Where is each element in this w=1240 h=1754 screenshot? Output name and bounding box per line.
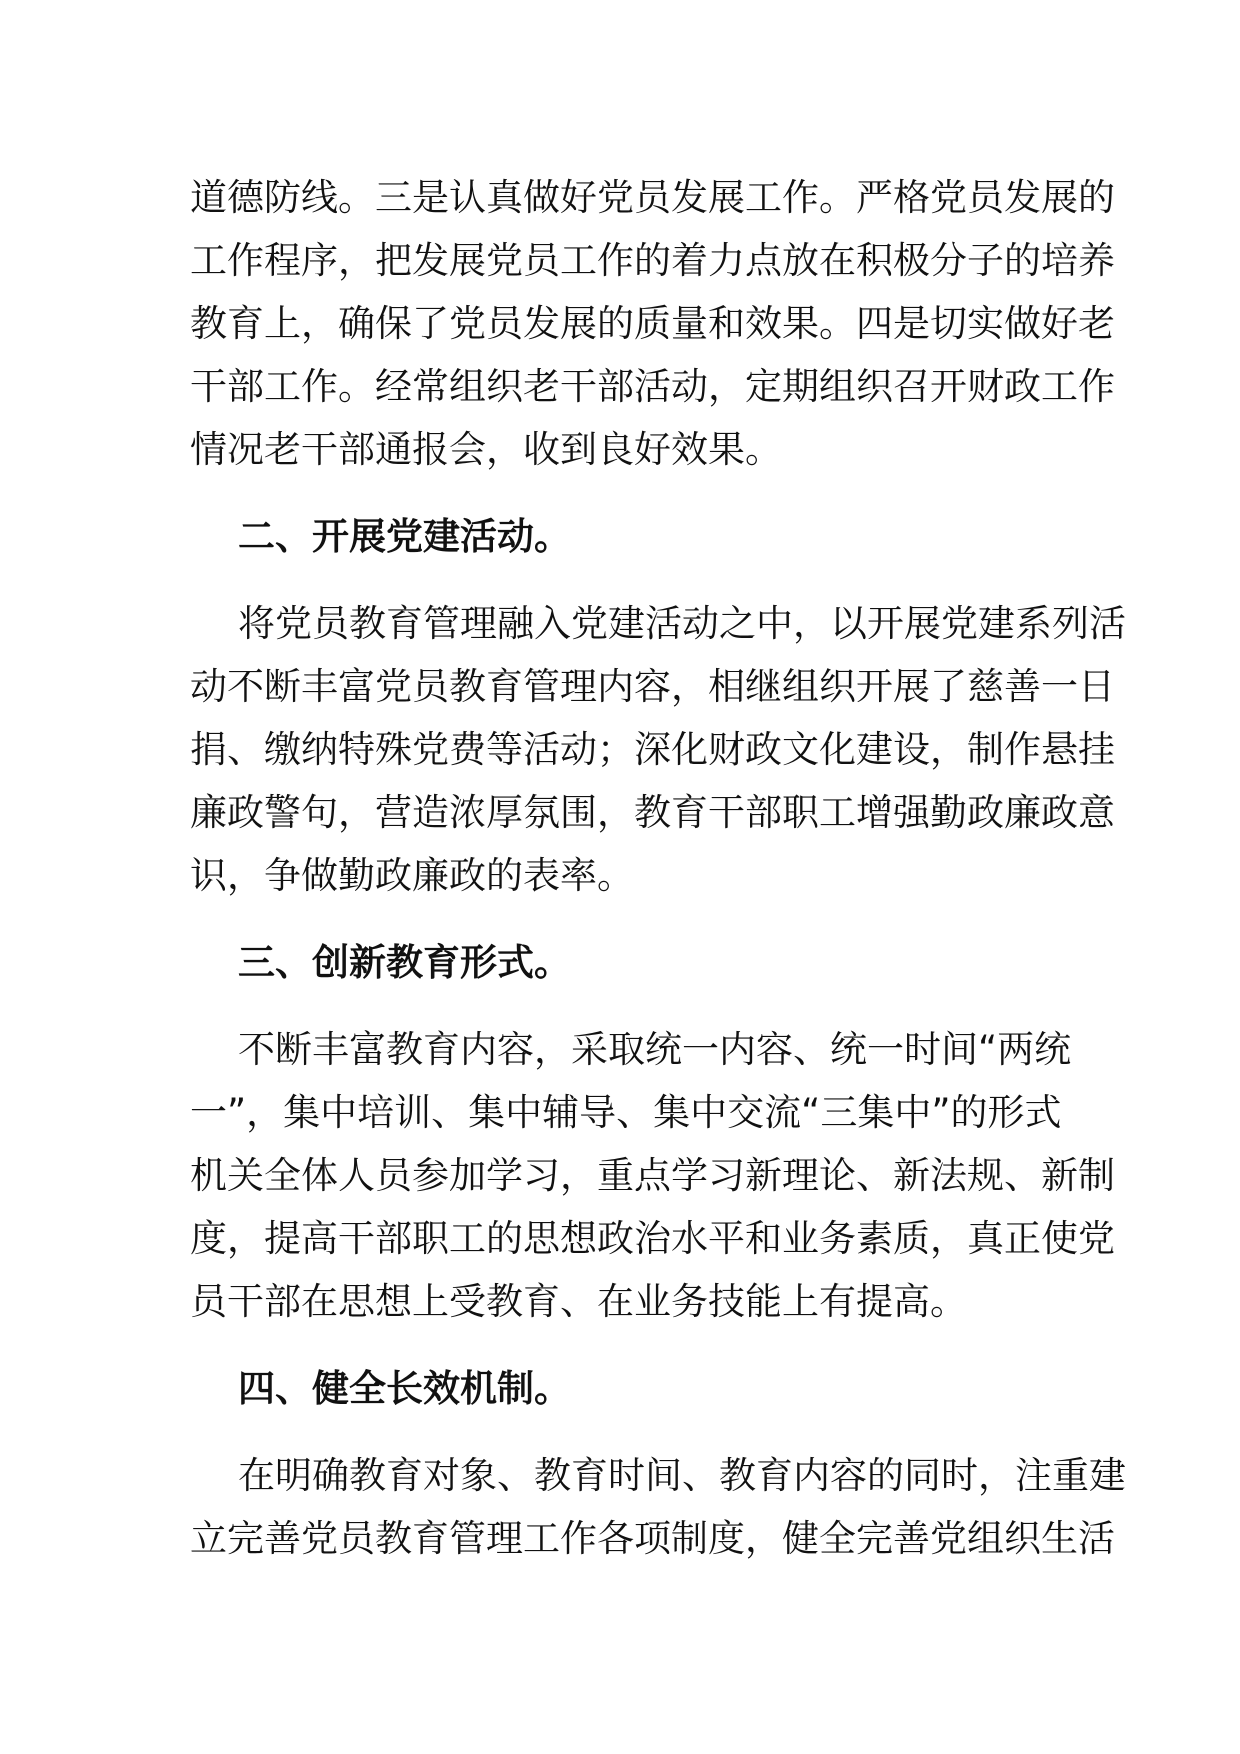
paragraph-line: 识，争做勤政廉政的表率。 bbox=[190, 854, 634, 897]
section-heading: 三、创新教育形式。 bbox=[238, 941, 571, 984]
paragraph-line: 情况老干部通报会，收到良好效果。 bbox=[190, 428, 782, 471]
paragraph-line: 机关全体人员参加学习，重点学习新理论、新法规、新制 bbox=[190, 1154, 1115, 1197]
paragraph-line: 员干部在思想上受教育、在业务技能上有提高。 bbox=[190, 1280, 967, 1323]
section-heading: 四、健全长效机制。 bbox=[238, 1367, 571, 1410]
paragraph-line: 在明确教育对象、教育时间、教育内容的同时，注重建 bbox=[238, 1454, 1126, 1497]
paragraph-line: 度，提高干部职工的思想政治水平和业务素质，真正使党 bbox=[190, 1217, 1115, 1260]
paragraph-line: 干部工作。经常组织老干部活动，定期组织召开财政工作 bbox=[190, 365, 1115, 408]
paragraph-line: 道德防线。三是认真做好党员发展工作。严格党员发展的 bbox=[190, 176, 1115, 219]
paragraph-line: 动不断丰富党员教育管理内容，相继组织开展了慈善一日 bbox=[190, 665, 1115, 708]
paragraph-line: 廉政警句，营造浓厚氛围，教育干部职工增强勤政廉政意 bbox=[190, 791, 1115, 834]
paragraph-line: 立完善党员教育管理工作各项制度，健全完善党组织生活 bbox=[190, 1517, 1115, 1560]
paragraph-line: 捐、缴纳特殊党费等活动；深化财政文化建设，制作悬挂 bbox=[190, 728, 1115, 771]
paragraph-line: 教育上，确保了党员发展的质量和效果。四是切实做好老 bbox=[190, 302, 1115, 345]
paragraph-line: 工作程序，把发展党员工作的着力点放在积极分子的培养 bbox=[190, 239, 1115, 282]
paragraph-line: 将党员教育管理融入党建活动之中，以开展党建系列活 bbox=[238, 602, 1126, 645]
section-heading: 二、开展党建活动。 bbox=[238, 515, 571, 558]
paragraph-line: 一”，集中培训、集中辅导、集中交流“三集中”的形式 bbox=[190, 1091, 1062, 1134]
paragraph-line: 不断丰富教育内容，采取统一内容、统一时间“两统 bbox=[238, 1028, 1072, 1071]
